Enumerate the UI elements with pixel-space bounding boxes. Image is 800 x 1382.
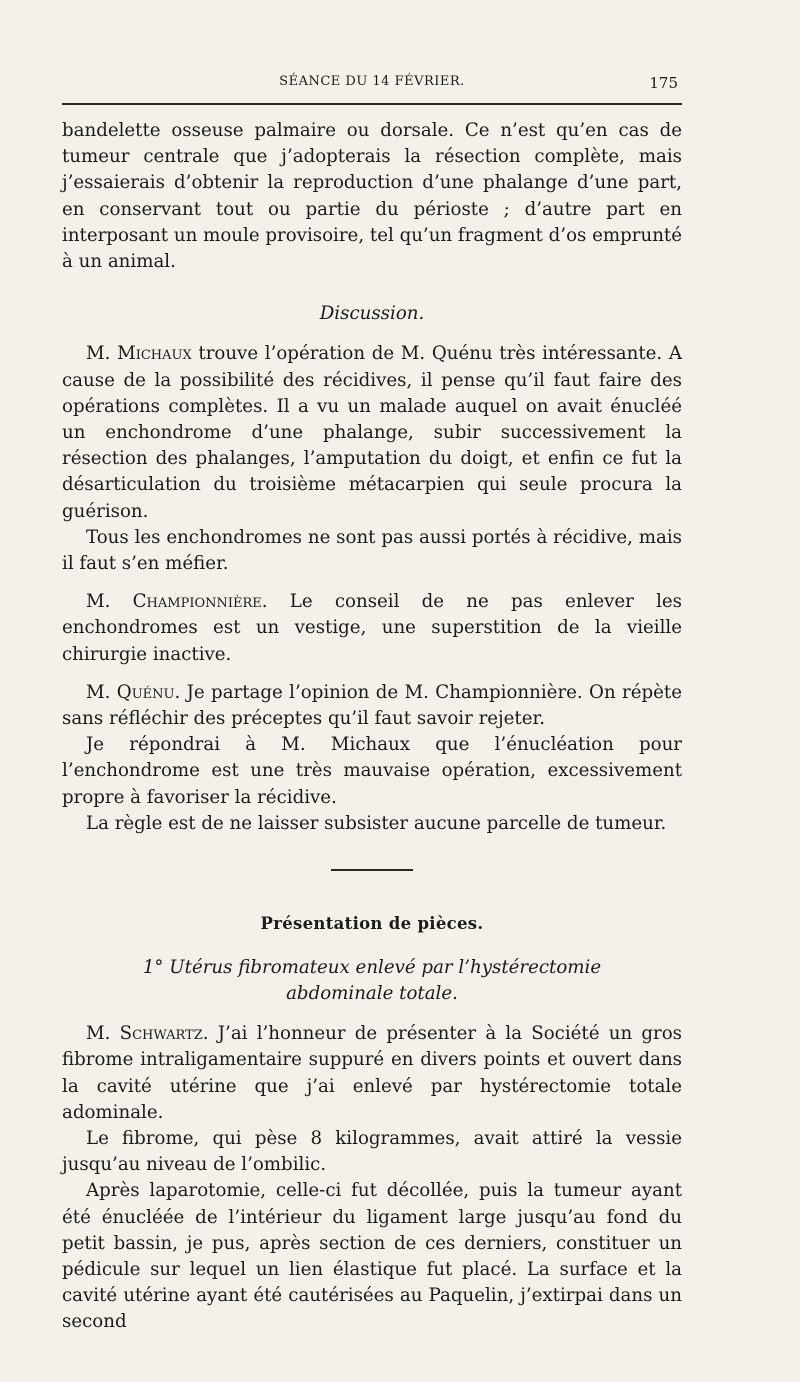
paragraph-michaux xyxy=(62,341,682,524)
paragraph-text: J’ai l’honneur de présenter à la Société un gros fibrome intraligamentaire suppuré en divers points et ouvert dans la cavité utérine que j’ai enlevé par hystérectomie totale adominale. xyxy=(62,1023,683,1123)
paragraph-quenu xyxy=(62,680,682,732)
section-heading: Présentation de pièces. xyxy=(260,913,484,933)
paragraph-schwartz-3: Après laparotomie, celle-ci fut décollée, puis la tumeur ayant été énucléée de l’intérieur du ligament large jusqu’au fond du petit bassin, je pus, après section de ces derniers, constituer un pédicule sur lequel un lien élastique fut placé. La surface et la cavité utérine ayant été cautérisées au Paquelin, j’extirpai dans un second xyxy=(62,1180,682,1333)
paragraph-championniere xyxy=(62,589,682,668)
paragraph-quenu-3: La règle est de ne laisser subsister aucune parcelle de tumeur. xyxy=(86,812,667,834)
subheading xyxy=(62,955,682,1007)
paragraph-michaux-2: Tous les enchondromes ne sont pas aussi portés à récidive, mais il faut s’en méfier. xyxy=(62,526,682,575)
paragraph-text: trouve l’opération de M. Quénu très intéressante. A cause de la possibilité des récidives, il pense qu’il faut faire des opérations complètes. Il a vu un malade auquel on avait énucléé un enchondrome d’une phalange, subir successivement la résection des phalanges, l’amputation du doigt, et enfin ce fut la désarticulation du troisième métacarpien qui seule procura la guérison. xyxy=(62,343,683,522)
paragraph-text: Le conseil de ne pas enlever les enchondromes est un vestige, une superstition de la vieille chirurgie inactive. xyxy=(62,591,682,665)
paragraph-text: Je partage l’opinion de M. Championnière. On répète sans réfléchir des préceptes qu’il faut savoir rejeter. xyxy=(62,681,682,730)
paragraph-continuation: bandelette osseuse palmaire ou dorsale. Ce n’est qu’en cas de tumeur centrale que j’adopterais la résection complète, mais j’essaierais d’obtenir la reproduction d’une phalange d’une part, en conservant tout ou partie du périoste ; d’autre part en interposant un moule provisoire, tel qu’un fragment d’os emprunté à un animal. xyxy=(62,120,682,273)
paragraph-schwartz-2: Le fibrome, qui pèse 8 kilogrammes, avait attiré la vessie jusqu’au niveau de l’ombilic. xyxy=(62,1128,682,1176)
speaker-championniere: M. Championnière. xyxy=(86,591,268,613)
paragraph-schwartz xyxy=(62,1021,682,1126)
page-body xyxy=(62,118,682,1336)
subheading-line-2: abdominale totale. xyxy=(286,982,458,1004)
running-head-title: SÉANCE DU 14 FÉVRIER. xyxy=(279,74,465,89)
speaker-quenu: M. Quénu. xyxy=(86,681,181,703)
page-number: 175 xyxy=(649,74,678,92)
section-divider xyxy=(331,869,413,871)
header-rule xyxy=(62,103,682,105)
speaker-michaux: M. Michaux xyxy=(86,343,192,365)
subheading-line-1: 1° Utérus fibromateux enlevé par l’hystérectomie xyxy=(142,956,602,978)
discussion-heading: Discussion. xyxy=(319,303,425,325)
paragraph-quenu-2: Je répondrai à M. Michaux que l’énucléation pour l’enchondrome est une très mauvaise opération, excessivement propre à favoriser la récidive. xyxy=(62,734,682,808)
speaker-schwartz: M. Schwartz. xyxy=(86,1023,209,1045)
running-head xyxy=(62,74,682,96)
